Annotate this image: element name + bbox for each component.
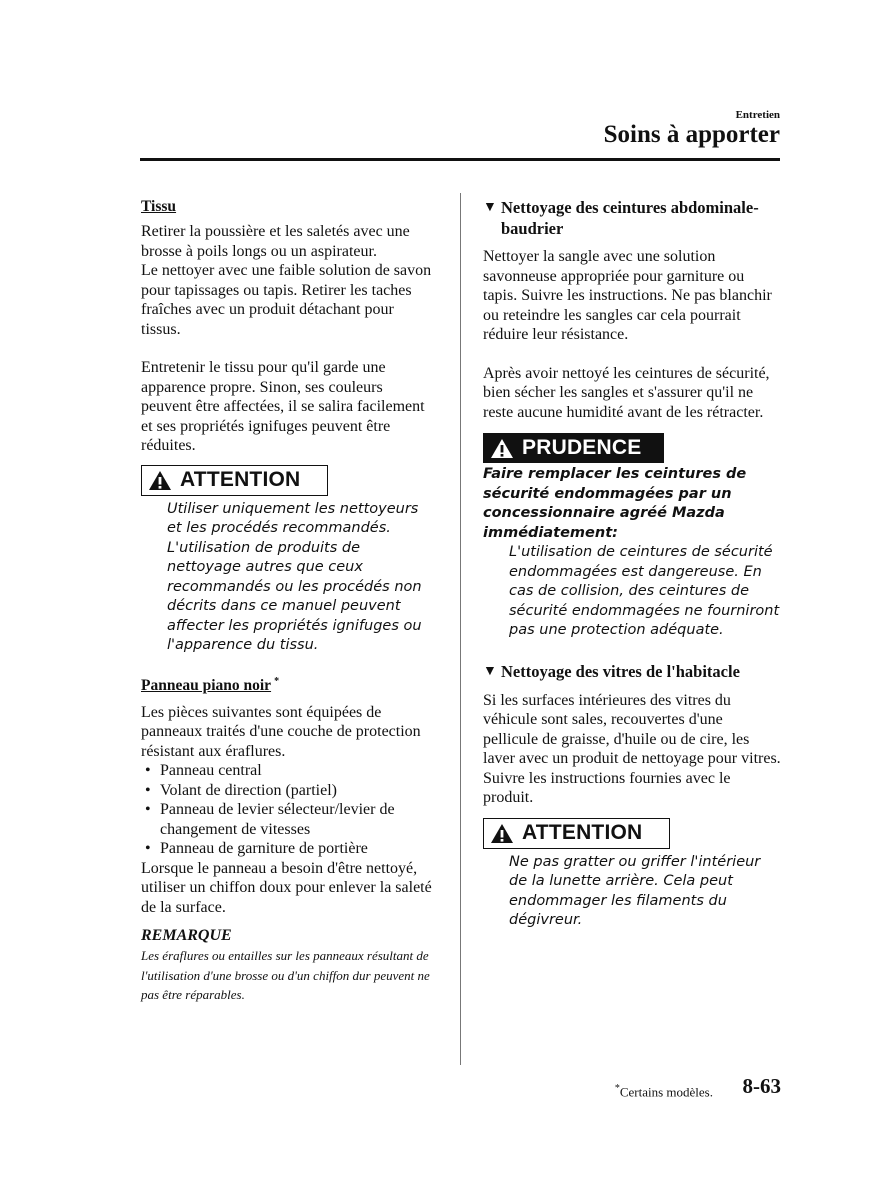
section-title-ceintures [483, 197, 781, 239]
list-item: • Volant de direction (partiel) [141, 781, 437, 801]
piano-outro: Lorsque le panneau a besoin d'être nettoyé, utiliser un chiffon doux pour enlever la saleté de la surface. [141, 859, 432, 916]
prudence-text: L'utilisation de ceintures de sécurité endommagées est dangereuse. En cas de collision, des ceintures de sécurité endommagées ne fourniront pas une protection adéquate. [509, 544, 780, 638]
footer-note [615, 1083, 713, 1100]
prudence-box [483, 433, 781, 465]
footer-note-text: Certains modèles. [619, 1084, 713, 1100]
vitres-title-text: Nettoyage des vitres de l'habitacle [501, 661, 740, 681]
section-title-piano [141, 672, 437, 696]
asterisk-mark: * [274, 675, 280, 687]
left-column [141, 197, 437, 1005]
attention-text-tissu: Utiliser uniquement les nettoyeurs et les procédés recommandés. L'utilisation de produits de nettoyage autres que ceux recommandés ou les procédés non décrits dans ce manuel peuvent affecter les propriétés ignifuges ou l'apparence du tissu. [167, 500, 422, 653]
page-title: Soins à apporter [603, 121, 780, 148]
attention-box-tissu [141, 465, 437, 497]
asterisk-mark: * [614, 1083, 620, 1094]
column-divider [460, 193, 461, 1065]
remarque-text: Les éraflures ou entailles sur les panneaux résultant de l'utilisation d'une brosse ou d'un chiffon dur peuvent ne pas être réparables. [141, 948, 430, 1003]
warning-triangle-icon [148, 470, 172, 491]
ceintures-paragraph-2: Après avoir nettoyé les ceintures de sécurité, bien sécher les sangles et s'assurer qu'il ne reste aucune humidité avant de les rétracter. [483, 364, 770, 421]
section-title-vitres [483, 661, 781, 682]
piano-intro: Les pièces suivantes sont équipées de panneaux traités d'une couche de protection résistant aux éraflures. [141, 703, 421, 760]
warning-triangle-icon [490, 438, 514, 459]
tissu-paragraph-2: Le nettoyer avec une faible solution de savon pour tapissages ou tapis. Retirer les taches fraîches avec un produit détachant pour tissus. [141, 262, 432, 338]
header-section-name: Entretien [735, 109, 780, 121]
header-divider [140, 158, 780, 161]
piano-title-text: Panneau piano noir [141, 676, 272, 694]
list-item: • Panneau central [141, 761, 437, 781]
attention-text-vitres: Ne pas gratter ou griffer l'intérieur de la lunette arrière. Cela peut endommager les filaments du dégivreur. [509, 853, 761, 928]
right-column [483, 197, 781, 931]
prudence-lead: Faire remplacer les ceintures de sécurité endommagées par un concessionnaire agréé Mazda immédiatement: [483, 466, 747, 541]
attention-label [483, 818, 670, 849]
tissu-paragraph-1: Retirer la poussière et les saletés avec une brosse à poils longs ou un aspirateur. [141, 223, 410, 260]
down-triangle-icon: ▼ [483, 200, 497, 215]
down-triangle-icon: ▼ [483, 663, 497, 679]
ceintures-paragraph-1: Nettoyer la sangle avec une solution savonneuse appropriée pour garniture ou tapis. Suivre les instructions. Ne pas blanchir ou reteindre les sangles car cela pourrait réduire leur résistance. [483, 248, 772, 343]
attention-label-text: ATTENTION [180, 468, 301, 491]
page-number: 8-63 [742, 1074, 781, 1098]
tissu-paragraph-3: Entretenir le tissu pour qu'il garde une apparence propre. Sinon, ses couleurs peuvent être affectées, il se salira facilement et ses propriétés ignifuges peuvent être réduites. [141, 359, 425, 454]
ceintures-title-text: Nettoyage des ceintures abdominale-baudrier [501, 198, 759, 238]
attention-box-vitres [483, 818, 781, 850]
prudence-label [483, 433, 664, 463]
list-item: • Panneau de garniture de portière [141, 839, 437, 859]
attention-label [141, 465, 328, 496]
prudence-label-text: PRUDENCE [522, 436, 642, 459]
warning-triangle-icon [490, 823, 514, 844]
attention-label-text: ATTENTION [522, 821, 643, 844]
remarque-title: REMARQUE [141, 927, 232, 945]
list-item: • Panneau de levier sélecteur/levier de changement de vitesses [141, 800, 437, 839]
vitres-paragraph-1: Si les surfaces intérieures des vitres du véhicule sont sales, recouvertes d'une pellicule de graisse, d'huile ou de cire, les laver avec un produit de nettoyage pour vitres. Suivre les instructions fournies avec le produit. [483, 691, 781, 806]
piano-bullet-list [141, 761, 437, 859]
section-title-tissu: Tissu [141, 198, 177, 215]
